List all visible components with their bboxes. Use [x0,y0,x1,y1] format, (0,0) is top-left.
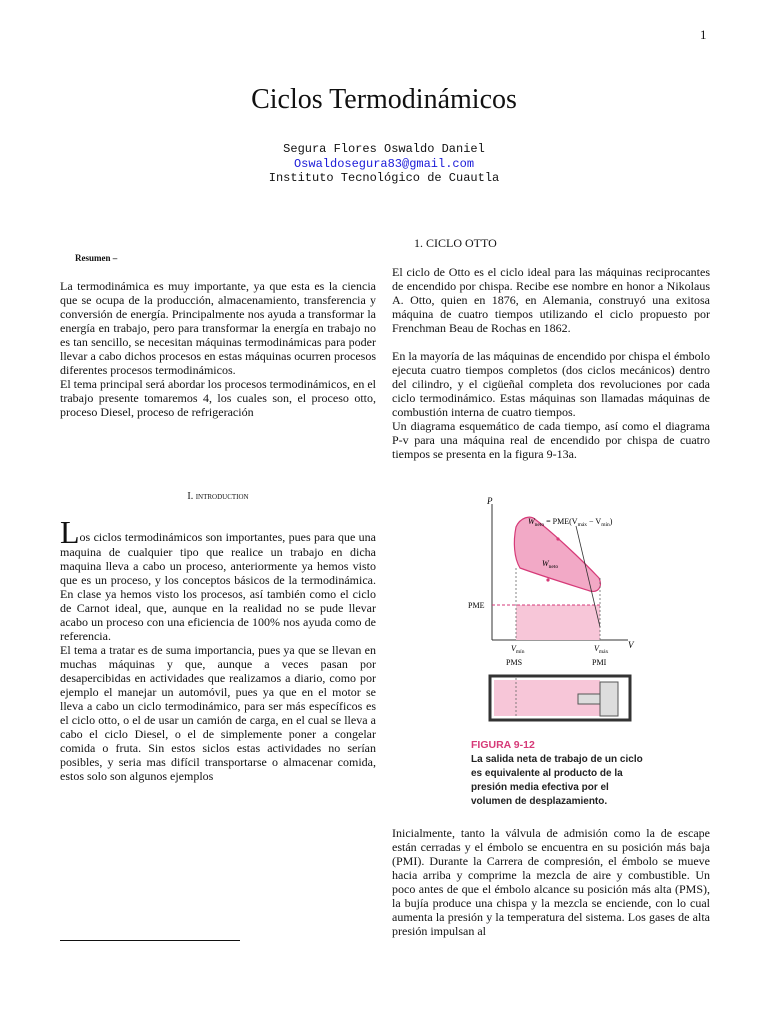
pmi-label: PMI [592,658,607,667]
abstract-paragraph: El tema principal será abordar los procesos termodinámicos, en el trabajo presente tomaremos 4, los cuales son, el proceso otto, proceso Diesel, proceso de refrigeración [60,377,376,419]
pme-label: PME [468,601,485,610]
v-axis-label: V [628,640,634,650]
piston [600,682,618,716]
figure-caption: La salida neta de trabajo de un ciclo es equivalente al producto de la presión media efectiva por el volumen de desplazamiento. [471,754,643,807]
page-number: 1 [700,27,707,42]
wnet-label: $W_{neto}$ [542,559,559,570]
author-institution: Instituto Tecnológico de Cuautla [268,171,500,185]
footnote-rule [60,940,240,941]
cycle-arrow [546,578,549,581]
otto-paragraph-1: El ciclo de Otto es el ciclo ideal para las máquinas reciprocantes de encendido por chispa. Recibe ese nombre en honor a Nikolaus A. Otto, quien en 1876, en Alemania, construyó una exitosa máquina de cuatro tiempos utilizando el ciclo propuesto por Frenchman Beau de Rochas en 1862. [392,265,710,335]
work-formula: $W_{neto} = PME(V_{máx} - V_{mín})$ [528,517,613,528]
abstract-paragraph: La termodinámica es muy importante, ya que esta es la ciencia que se ocupa de la producción, almacenamiento, transferencia y conversión de energía. Principalmente nos ayuda a transformar la energía en trabajo, pero para transformar la energía en trabajo no es tan sencillo, se necesitan máquinas termodinámicas para poder llevar a cabo dichos procesos en estas máquinas ocurren procesos diferentes procesos termodinámicos. [60,279,376,377]
pv-diagram-figure [468,492,668,732]
abstract-body [60,279,376,419]
cycle-loop [514,517,600,591]
otto-paragraph-2: En la mayoría de las máquinas de encendido por chispa el émbolo ejecuta cuatro tiempos completos (dos ciclos mecánicos) dentro del cilindro, y el cigüeñal completa dos revoluciones por cada ciclo termodinámico. Estas máquinas son llamadas máquinas de combustión interna de cuatro tiempos. [392,349,710,419]
drop-cap: L [60,514,80,550]
otto-body-top [392,265,710,461]
vmax-label: $V_{máx}$ [594,644,609,655]
intro-paragraph-1 [60,514,376,643]
paper-title: Ciclos Termodinámicos [251,84,517,115]
figure-caption-heading: FIGURA 9-12 [471,739,535,751]
abstract-heading: Resumen – [75,253,118,263]
intro-paragraph-2: El tema a tratar es de suma importancia, pues ya que se llevan en muchas máquinas y que, aunque a veces pasan por desapercibidas en actividades que realizamos a diario, como por ejemplo el manejar un automóvil, pues ya que en el motor se lleva a cabo un ciclo termodinámico, para ser más específicos es el ciclo otto, o el de usar un camión de carga, en el cual se lleva a cabo el ciclo Diesel, o el de simplemente poner a congelar comida o fruta. Sin estos siclos estas actividades no serían posibles, y seria mas difícil transportarse o almacenar comida, estos solo son algunos ejemplos [60,643,376,783]
otto-body-bottom [392,826,710,938]
introduction-body [60,514,376,783]
piston-rod [578,694,600,704]
author-name: Segura Flores Oswaldo Daniel [283,142,485,156]
pms-label: PMS [506,658,523,667]
pme-area [516,605,600,640]
vmin-label: $V_{mín}$ [511,644,525,655]
section-heading-text: I. introduction [187,491,249,502]
otto-paragraph-4: Inicialmente, tanto la válvula de admisión como la de escape están cerradas y el émbolo se encuentra en su posición más baja (PMI). Durante la Carrera de compresión, el émbolo se mueve hacia arriba y comprime la mezcla de aire y combustible. Un poco antes de que el émbolo alcance su posición más alta (PMS), la bujía produce una chispa y la mezcla se enciende, con lo cual aumenta la presión y la temperatura del sistema. Los gases de alta presión impulsan al [392,826,710,938]
author-email[interactable]: Oswaldosegura83@gmail.com [293,156,475,171]
section-heading-ciclo-otto: 1. CICLO OTTO [414,236,497,250]
author-block [0,142,768,186]
p-axis-label: P [487,496,493,506]
intro-text-1: os ciclos termodinámicos son importantes, pues para que una maquina de cualquier tipo que realice un trabajo en dicha maquina lleva a cabo un proceso, anteriormente ya hemos visto que es un proceso, y los conceptos básicos de la termodinámica. En clase ya hemos visto los procesos, así también como el ciclo de Carnot ideal, que, aunque en la realidad no se pude llevar acabo un proceso con una eficiencia de 100% nos ayuda como de referencia. [60,530,376,643]
section-heading-introduction [60,491,376,502]
otto-paragraph-3: Un diagrama esquemático de cada tiempo, así como el diagrama P-v para una máquina real de encendido por chispa de cuatro tiempos se presenta en la figura 9-13a. [392,419,710,461]
cycle-arrow [556,537,559,540]
